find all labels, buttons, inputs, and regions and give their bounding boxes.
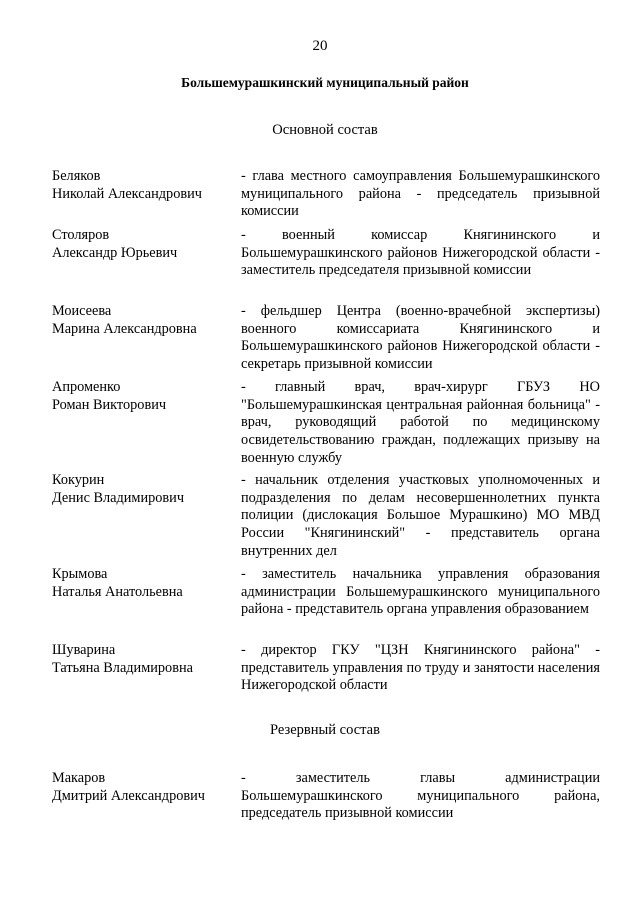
member-given-name: Марина Александровна [52, 320, 197, 337]
member-given-name: Роман Викторович [52, 396, 167, 413]
page-number: 20 [312, 38, 328, 54]
member-role: - глава местного самоуправления Большемурашкинского муниципального района - председатель призывной комиссии [241, 168, 600, 220]
member-given-name: Денис Владимирович [52, 489, 185, 506]
member-surname: Макаров [52, 770, 106, 786]
member-given-name: Николай Александрович [52, 185, 202, 202]
member-given-name: Дмитрий Александрович [52, 787, 205, 804]
member-surname: Беляков [52, 168, 101, 184]
member-role: - главный врач, врач-хирург ГБУЗ НО "Большемурашкинская центральная районная больница" - врач, руководящий работой по медицинскому освидетельствованию граждан, подлежащих призыву на военную службу [241, 379, 600, 466]
member-role: - начальник отделения участковых уполномоченных и подразделения по делам несовершеннолетних пункта полиции (дислокация Большое Мурашкино) МО МВД России "Княгининский" - представитель органа внутренних дел [241, 472, 600, 559]
member-name [52, 566, 232, 601]
member-name [52, 303, 232, 338]
reserve-composition-heading: Резервный состав [270, 722, 380, 738]
member-name [52, 770, 232, 805]
member-given-name: Татьяна Владимировна [52, 659, 193, 676]
member-surname: Апроменко [52, 379, 121, 395]
member-role: - военный комиссар Княгининского и Большемурашкинского районов Нижегородской области - заместитель председателя призывной комиссии [241, 227, 600, 279]
main-composition-heading: Основной состав [272, 122, 378, 138]
member-name [52, 227, 232, 262]
member-given-name: Наталья Анатольевна [52, 583, 183, 600]
member-surname: Кокурин [52, 472, 105, 488]
member-surname: Моисеева [52, 303, 112, 319]
member-surname: Столяров [52, 227, 110, 243]
member-name [52, 642, 232, 677]
member-role: - заместитель начальника управления образования администрации Большемурашкинского муниципального района - представитель органа управления образованием [241, 566, 600, 618]
district-title: Большемурашкинский муниципальный район [181, 75, 469, 90]
member-name [52, 472, 232, 507]
member-name [52, 379, 232, 414]
member-given-name: Александр Юрьевич [52, 244, 178, 261]
member-role: - заместитель главы администрации Большемурашкинского муниципального района, председатель призывной комиссии [241, 770, 600, 822]
member-role: - директор ГКУ "ЦЗН Княгининского района" - представитель управления по труду и занятости населения Нижегородской области [241, 642, 600, 694]
member-surname: Шуварина [52, 642, 116, 658]
member-surname: Крымова [52, 566, 108, 582]
member-role: - фельдшер Центра (военно-врачебной экспертизы) военного комиссариата Княгининского и Большемурашкинского районов Нижегородской области - секретарь призывной комиссии [241, 303, 600, 373]
member-name [52, 168, 232, 203]
